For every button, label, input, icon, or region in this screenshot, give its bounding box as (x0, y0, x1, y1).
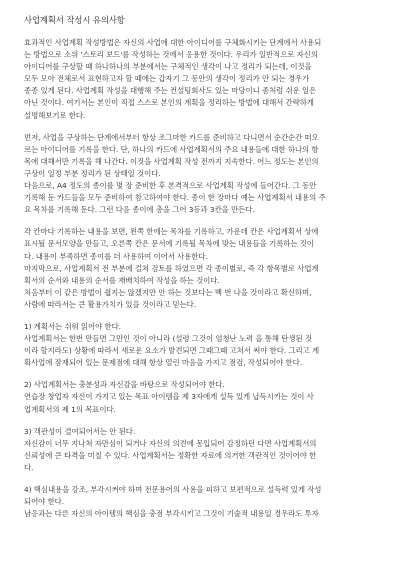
guideline-section-2 (24, 379, 376, 415)
section-body (24, 496, 376, 520)
section-line: 신뢰성에 큰 타격을 미칠 수 있다. 사업계획서는 정확한 자료에 의거한 객관적인 것이어야 한 (24, 450, 317, 460)
section-heading: 1) 계획서는 쉬워 읽어야 한다. (24, 321, 121, 331)
section-line: 연습장 창업자 자신이 가지고 있는 목표 아이템을 제 3자에게 설득 있게 납득시키는 것이 사 (24, 392, 314, 402)
paragraph-line: 목에 대해서만 기록을 해 나간다. 이것을 사업계획 작성 전까지 지속한다. 어느 정도는 본인의 (24, 156, 319, 166)
guideline-section-4 (24, 484, 376, 520)
section-line: 획사업에 잠재되어 있는 문제점에 대해 항상 열린 마음을 가지고 점검, 작성되어야 한다. (24, 358, 303, 368)
section-body (24, 438, 376, 474)
paragraph-line: 다. 내용이 부족하면 종이를 더 사용하여 이어서 사용한다. (24, 251, 208, 261)
section-line: 업계획서의 제 1의 목표이다. (24, 404, 116, 414)
paragraph-line: 마지막으로, 사업계획서 전 부분에 걸쳐 검토를 하였으면 각 종이별로, 즉 각 항목별로 사업계 (24, 263, 319, 273)
paragraph-line: 아닌 것이다. 여기서는 본인이 직접 스스로 본인의 계획을 정리하는 방법에 대해서 간략하게 (24, 98, 314, 108)
guideline-section-3 (24, 426, 376, 474)
section-line: 이라 할지라도) 상황에 따라서 새로운 요소가 발견되면 그때그때 고쳐서 써야 한다. 그리고 계 (24, 346, 320, 356)
paragraph-line: 모두 모아 전체로서 표현하고자 할 때에는 갑자기 그 동안의 생각이 정리가 안 되는 경우가 (24, 74, 310, 84)
section-line: 되어야 한다. (24, 497, 65, 507)
section-body (24, 391, 376, 415)
paragraph-line: 종종 있게 된다. 사업계획 작성을 대행해 주는 컨설팅회사도 있는 마당이니 좀처럼 쉬운 일은 (24, 86, 317, 96)
paragraph-line: 르는 아이디어를 기록을 한다. 단, 하나의 카드에 사업계획서의 주요 내용들에 대한 하나의 항 (24, 144, 319, 154)
section-line: 사업계획서는 한번 만들면 그만인 것이 아니라 (설령 그것이 엄청난 노력 을 통해 탄생된 것 (24, 334, 312, 344)
paragraph-line: 표시될 문서모양을 만들고, 오른쪽 칸은 문서에 기록될 목차에 맞는 내용들을 기록하는 것이 (24, 239, 314, 249)
paragraph-line: 요 목차를 기록해 둔다. 그런 다음 종이에 총을 그어 3등과 3칸을 만든다. (24, 205, 255, 215)
paragraph-2 (24, 132, 376, 217)
paragraph-line: 다음으로, A4 정도의 종이를 몇 장 준비한 후 본격적으로 사업계획 작성에 들어간다. 그 동안 (24, 181, 317, 191)
section-line: 남응과는 다른 자신의 아이템의 핵심을 충점 부각시키고 그것이 기술적 내용일 경우라도 투자 (24, 509, 319, 519)
section-heading: 2) 사업계획서는 충분성과 자신감을 바탕으로 작성되어야 한다. (24, 380, 225, 390)
paragraph-3 (24, 226, 376, 311)
document-title: 사업계획서 작성시 유의사항 (24, 15, 125, 25)
paragraph-line: 설명해보기로 한다. (24, 110, 86, 120)
section-heading: 3) 객관성이 결여되어서는 안 된다. (24, 426, 136, 436)
paragraph-line: 효과적인 사업계획 작성방법은 자신의 사업에 대한 아이디어를 구체화시키는 단계에서 사용되 (24, 38, 322, 47)
paragraph-line: 각 칸마다 기록하는 내용을 보면, 왼쪽 한에는 목차를 기록하고, 가운데 칸은 사업계획서 상에 (24, 227, 319, 237)
paragraph-line: 기록해 둔 카드들을 모두 준비하여 참고하여야 한다. 종이 한 장마다 예는 사업계획서 내용의 주 (24, 193, 326, 203)
guideline-section-1 (24, 321, 376, 369)
paragraph-line: 구상이 일정 부분 정리가 된 상태일 것이다. (24, 168, 161, 178)
paragraph-line: 사람에 따라서는 큰 활용가치가 있을 것이라고 믿는다. (24, 299, 197, 309)
paragraph-line: 획서의 순서와 내용의 순서를 재배치하여 작성을 하는 것이다. (24, 275, 220, 285)
paragraph-line: 먼저, 사업을 구상하는 단계에서부터 항상 조그마한 카드를 준비하고 다니면서 순간순간 떠오 (24, 132, 319, 142)
paragraph-line: 는 방법으로 소위 '스토리 보드'를 작성하는 것에서 응용한 것이다. 우리가 일반적으로 자신의 (24, 50, 318, 60)
section-heading: 4) 핵심내용을 강조, 부각시켜야 하며 전문용어의 사용을 피하고 보편적으로 설득력 있게 작성 (24, 485, 322, 494)
section-line: 다. (24, 462, 34, 472)
paragraph-1 (24, 37, 376, 122)
section-body (24, 333, 376, 369)
paragraph-line: 처음부터 이 같은 방법이 쉽지는 않겠지만 안 하는 것보다는 백 번 나을 것이라고 확신하며, (24, 287, 312, 297)
section-line: 자신감이 너무 지나쳐 자만심이 되거나 자신의 의견에 몽입되어 감정하던 다면 사업계획서의 (24, 438, 317, 448)
paragraph-line: 아이디어를 구상할 때 하나하나의 부분에서는 구체적인 생각이 나고 정리가 되는데, 이것을 (24, 62, 312, 72)
